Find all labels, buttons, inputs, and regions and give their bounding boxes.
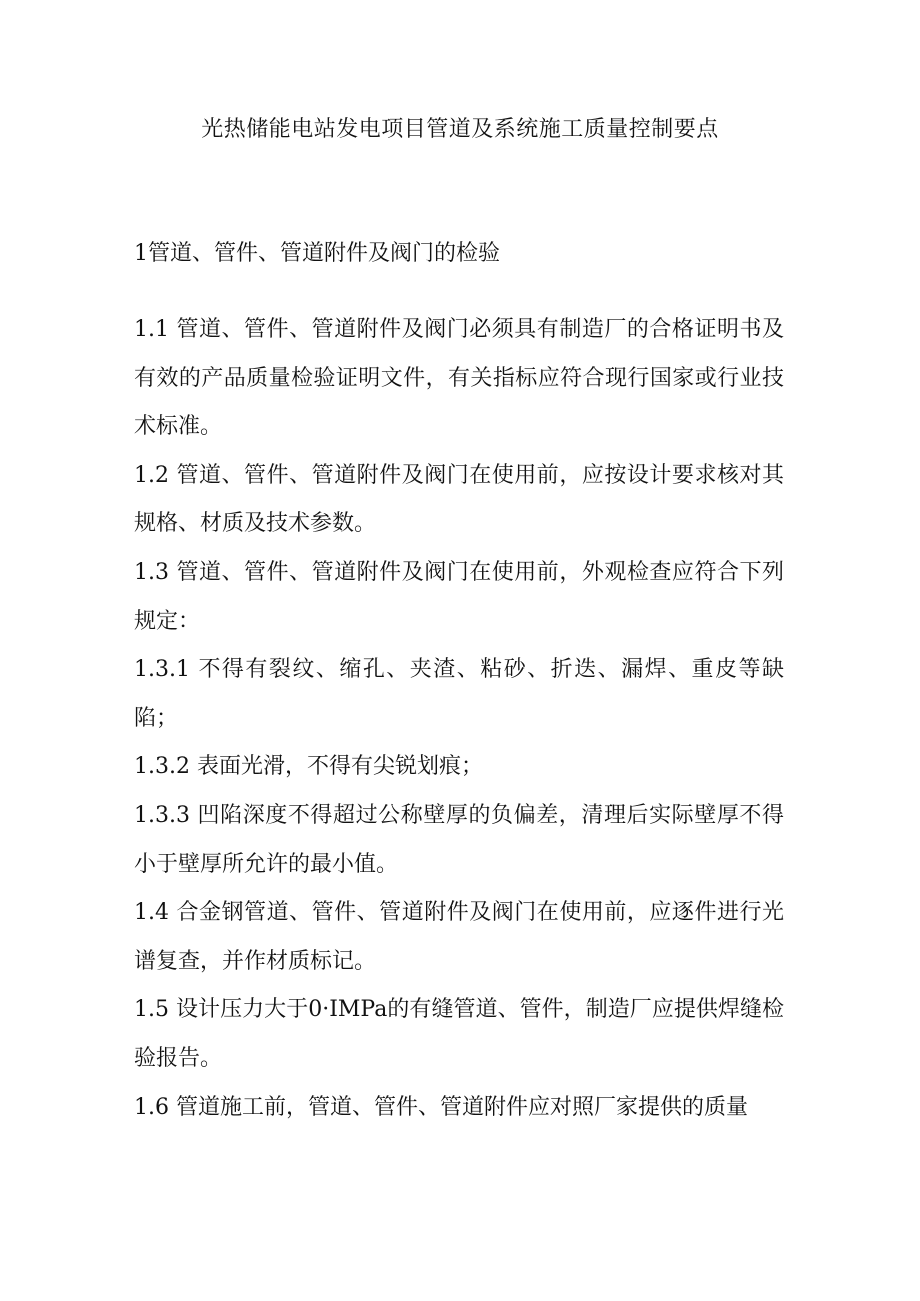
paragraph-1-3-3: 1.3.3 凹陷深度不得超过公称壁厚的负偏差，清理后实际壁厚不得小于壁厚所允许的最小值。 bbox=[134, 802, 784, 877]
paragraph-1-1: 1.1 管道、管件、管道附件及阀门必须具有制造厂的合格证明书及有效的产品质量检验证明文件，有关指标应符合现行国家或行业技术标准。 bbox=[134, 317, 784, 440]
section-heading: 1管道、管件、管道附件及阀门的检验 bbox=[134, 241, 500, 266]
paragraph-1-4: 1.4 合金钢管道、管件、管道附件及阀门在使用前，应逐件进行光谱复查，并作材质标记。 bbox=[134, 900, 784, 974]
paragraph-1-5: 1.5 设计压力大于0·IMPa的有缝管道、管件，制造厂应提供焊缝检验报告。 bbox=[134, 997, 784, 1071]
document-body bbox=[134, 306, 784, 1132]
paragraph-1-6: 1.6 管道施工前，管道、管件、管道附件应对照厂家提供的质量 bbox=[134, 1094, 748, 1120]
paragraph-1-2: 1.2 管道、管件、管道附件及阀门在使用前，应按设计要求核对其规格、材质及技术参数。 bbox=[134, 462, 784, 537]
paragraph-1-3-1: 1.3.1 不得有裂纹、缩孔、夹渣、粘砂、折迭、漏焊、重皮等缺陷； bbox=[134, 657, 784, 731]
document-title: 光热储能电站发电项目管道及系统施工质量控制要点 bbox=[201, 117, 719, 142]
paragraph-1-3: 1.3 管道、管件、管道附件及阀门在使用前，外观检查应符合下列规定： bbox=[134, 559, 784, 634]
paragraph-1-3-2: 1.3.2 表面光滑，不得有尖锐划痕； bbox=[134, 754, 483, 780]
